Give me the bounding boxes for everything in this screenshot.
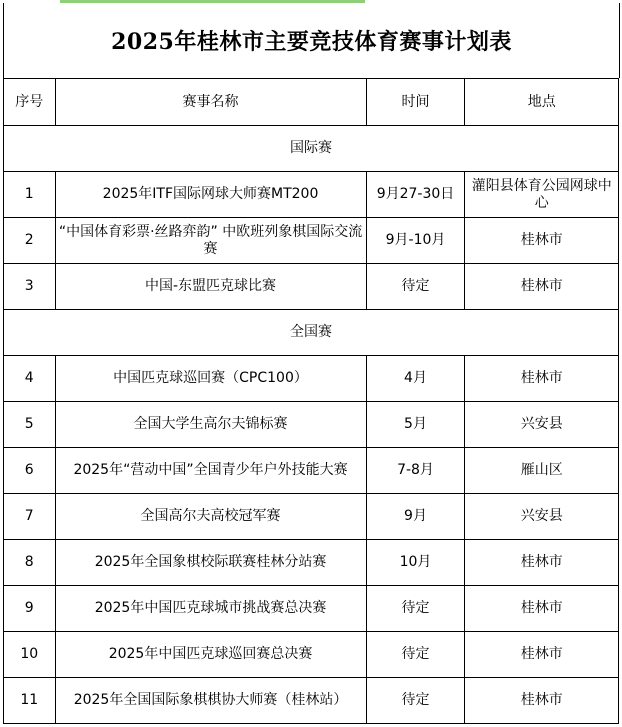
cell-name[interactable]: 2025年中国匹克球城市挑战赛总决赛 bbox=[55, 586, 366, 632]
table-row bbox=[4, 494, 619, 540]
page-title: 2025年桂林市主要竞技体育赛事计划表 bbox=[111, 29, 512, 55]
cell-no[interactable]: 9 bbox=[4, 586, 56, 632]
table-row bbox=[4, 448, 619, 494]
cell-time[interactable]: 待定 bbox=[366, 632, 465, 678]
cell-name[interactable]: “中国体育彩票·丝路弈韵” 中欧班列象棋国际交流赛 bbox=[55, 218, 366, 264]
table-row bbox=[4, 402, 619, 448]
cell-name[interactable]: 2025年全国国际象棋棋协大师赛（桂林站） bbox=[55, 678, 366, 724]
cell-name[interactable]: 全国高尔夫高校冠军赛 bbox=[55, 494, 366, 540]
cell-time[interactable]: 9月27-30日 bbox=[366, 172, 465, 218]
header-row bbox=[4, 79, 619, 126]
cell-time[interactable]: 4月 bbox=[366, 356, 465, 402]
cell-location[interactable]: 兴安县 bbox=[465, 494, 619, 540]
cell-location[interactable]: 桂林市 bbox=[465, 586, 619, 632]
cell-no[interactable]: 8 bbox=[4, 540, 56, 586]
cell-name[interactable]: 中国匹克球巡回赛（CPC100） bbox=[55, 356, 366, 402]
cell-no[interactable]: 2 bbox=[4, 218, 56, 264]
table-row bbox=[4, 586, 619, 632]
cell-no[interactable]: 5 bbox=[4, 402, 56, 448]
section-label[interactable]: 全国赛 bbox=[4, 310, 619, 356]
cell-no[interactable]: 11 bbox=[4, 678, 56, 724]
cell-name[interactable]: 中国-东盟匹克球比赛 bbox=[55, 264, 366, 310]
cell-time[interactable]: 5月 bbox=[366, 402, 465, 448]
header-location[interactable]: 地点 bbox=[465, 79, 619, 126]
cell-location[interactable]: 桂林市 bbox=[465, 678, 619, 724]
cell-location[interactable]: 桂林市 bbox=[465, 264, 619, 310]
events-table bbox=[3, 78, 619, 724]
section-row bbox=[4, 126, 619, 172]
cell-time[interactable]: 10月 bbox=[366, 540, 465, 586]
cell-location[interactable]: 灌阳县体育公园网球中心 bbox=[465, 172, 619, 218]
cell-no[interactable]: 3 bbox=[4, 264, 56, 310]
table-row bbox=[4, 356, 619, 402]
cell-location[interactable]: 桂林市 bbox=[465, 218, 619, 264]
cell-time[interactable]: 9月-10月 bbox=[366, 218, 465, 264]
cell-location[interactable]: 兴安县 bbox=[465, 402, 619, 448]
table-row bbox=[4, 264, 619, 310]
cell-location[interactable]: 桂林市 bbox=[465, 540, 619, 586]
header-no[interactable]: 序号 bbox=[4, 79, 56, 126]
cell-time[interactable]: 待定 bbox=[366, 678, 465, 724]
cell-location[interactable]: 桂林市 bbox=[465, 632, 619, 678]
table-row bbox=[4, 172, 619, 218]
cell-name[interactable]: 2025年全国象棋校际联赛桂林分站赛 bbox=[55, 540, 366, 586]
table-row bbox=[4, 540, 619, 586]
cell-time[interactable]: 待定 bbox=[366, 586, 465, 632]
cell-time[interactable]: 7-8月 bbox=[366, 448, 465, 494]
table-row bbox=[4, 678, 619, 724]
header-name[interactable]: 赛事名称 bbox=[55, 79, 366, 126]
cell-time[interactable]: 9月 bbox=[366, 494, 465, 540]
table-row bbox=[4, 218, 619, 264]
cell-name[interactable]: 2025年中国匹克球巡回赛总决赛 bbox=[55, 632, 366, 678]
cell-name[interactable]: 2025年“营动中国”全国青少年户外技能大赛 bbox=[55, 448, 366, 494]
cell-no[interactable]: 1 bbox=[4, 172, 56, 218]
section-label[interactable]: 国际赛 bbox=[4, 126, 619, 172]
table-row bbox=[4, 632, 619, 678]
section-row bbox=[4, 310, 619, 356]
cell-location[interactable]: 雁山区 bbox=[465, 448, 619, 494]
cell-location[interactable]: 桂林市 bbox=[465, 356, 619, 402]
cell-name[interactable]: 2025年ITF国际网球大师赛MT200 bbox=[55, 172, 366, 218]
cell-no[interactable]: 6 bbox=[4, 448, 56, 494]
cell-name[interactable]: 全国大学生高尔夫锦标赛 bbox=[55, 402, 366, 448]
title-cell bbox=[3, 3, 620, 78]
cell-time[interactable]: 待定 bbox=[366, 264, 465, 310]
cell-no[interactable]: 10 bbox=[4, 632, 56, 678]
header-time[interactable]: 时间 bbox=[366, 79, 465, 126]
cell-no[interactable]: 7 bbox=[4, 494, 56, 540]
cell-no[interactable]: 4 bbox=[4, 356, 56, 402]
